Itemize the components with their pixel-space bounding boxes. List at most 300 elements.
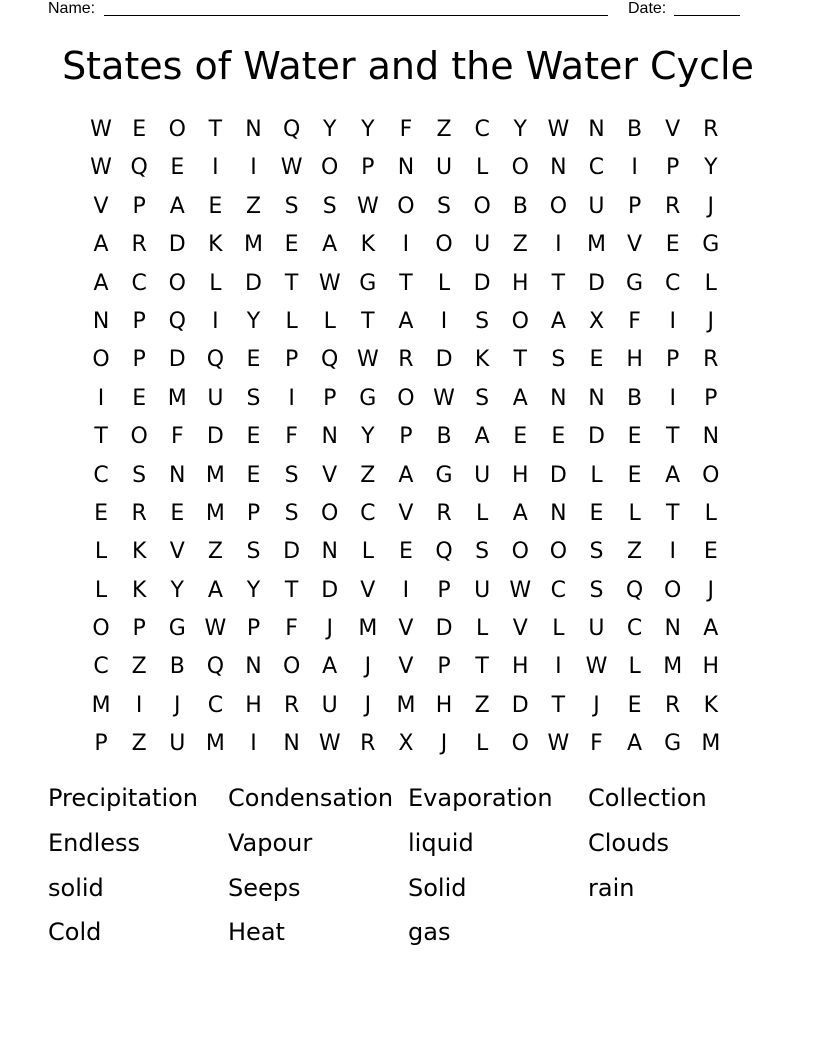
grid-letter[interactable]: U (474, 232, 491, 258)
grid-letter[interactable]: X (588, 308, 605, 334)
grid-letter[interactable]: O (130, 424, 148, 450)
grid-letter[interactable]: N (550, 500, 567, 526)
grid-letter[interactable]: T (513, 347, 527, 373)
grid-letter[interactable]: E (132, 117, 147, 142)
grid-letter[interactable]: W (318, 270, 341, 296)
grid-letter[interactable]: C (360, 500, 376, 526)
grid-letter[interactable]: E (246, 347, 261, 373)
grid-letter[interactable]: T (475, 654, 489, 680)
grid-letter[interactable]: E (627, 462, 642, 488)
grid-letter[interactable]: U (207, 385, 224, 411)
grid-letter[interactable]: R (703, 347, 719, 373)
grid-letter[interactable]: P (666, 155, 680, 181)
grid-letter[interactable]: W (547, 731, 570, 757)
grid-letter[interactable]: E (246, 424, 261, 450)
grid-letter[interactable]: N (92, 308, 110, 334)
grid-letter[interactable]: S (246, 385, 261, 411)
grid-letter[interactable]: N (550, 155, 567, 181)
grid-letter[interactable]: P (246, 500, 261, 526)
grid-letter[interactable]: F (285, 424, 298, 450)
grid-letter[interactable]: L (361, 539, 374, 565)
grid-letter[interactable]: L (628, 654, 641, 680)
grid-letter[interactable]: V (398, 616, 414, 642)
grid-letter[interactable]: N (588, 385, 605, 411)
grid-letter[interactable]: K (208, 232, 223, 258)
grid-letter[interactable]: A (665, 462, 681, 488)
grid-letter[interactable]: D (206, 424, 224, 450)
grid-letter[interactable]: H (245, 692, 262, 718)
grid-letter[interactable]: P (132, 616, 146, 642)
grid-letter[interactable]: I (555, 654, 562, 680)
grid-letter[interactable]: C (626, 616, 643, 642)
grid-letter[interactable]: N (245, 117, 262, 142)
grid-letter[interactable]: I (288, 385, 295, 411)
grid-letter[interactable]: D (245, 270, 262, 296)
grid-letter[interactable]: O (511, 308, 529, 334)
grid-letter[interactable]: R (360, 731, 376, 757)
grid-letter[interactable]: D (588, 424, 605, 450)
grid-letter[interactable]: A (322, 654, 338, 680)
grid-letter[interactable]: R (131, 232, 147, 258)
grid-letter[interactable]: Z (207, 539, 223, 565)
grid-letter[interactable]: L (94, 577, 108, 603)
grid-letter[interactable]: K (360, 232, 376, 258)
grid-letter[interactable]: Z (627, 539, 643, 565)
grid-letter[interactable]: N (245, 654, 262, 680)
grid-letter[interactable]: N (283, 731, 300, 757)
grid-letter[interactable]: O (549, 539, 568, 565)
grid-letter[interactable]: J (707, 577, 715, 603)
grid-letter[interactable]: D (549, 462, 567, 488)
grid-letter[interactable]: P (246, 616, 261, 642)
grid-letter[interactable]: C (665, 270, 681, 296)
grid-letter[interactable]: P (132, 193, 146, 219)
grid-letter[interactable]: X (398, 731, 414, 757)
grid-letter[interactable]: H (511, 270, 529, 296)
grid-letter[interactable]: M (396, 692, 416, 718)
grid-letter[interactable]: W (509, 577, 532, 603)
grid-letter[interactable]: Y (322, 117, 337, 142)
date-blank-line[interactable] (674, 0, 740, 16)
grid-letter[interactable]: K (703, 692, 719, 718)
grid-letter[interactable]: N (321, 539, 338, 565)
grid-letter[interactable]: M (91, 692, 111, 718)
grid-letter[interactable]: A (474, 424, 490, 450)
grid-letter[interactable]: L (437, 270, 451, 296)
grid-letter[interactable]: L (94, 539, 108, 565)
grid-letter[interactable]: Z (131, 654, 147, 680)
grid-letter[interactable]: V (398, 654, 414, 680)
grid-letter[interactable]: E (513, 424, 528, 450)
grid-letter[interactable]: O (168, 117, 186, 142)
grid-letter[interactable]: T (94, 424, 108, 450)
grid-letter[interactable]: I (669, 308, 676, 334)
grid-letter[interactable]: R (665, 193, 681, 219)
grid-letter[interactable]: W (356, 193, 379, 219)
name-label: Name: (48, 0, 96, 17)
grid-letter[interactable]: S (132, 462, 147, 488)
grid-letter[interactable]: R (665, 692, 681, 718)
grid-letter[interactable]: S (284, 500, 299, 526)
grid-letter[interactable]: M (244, 232, 263, 258)
grid-letter[interactable]: I (212, 308, 219, 334)
grid-letter[interactable]: S (475, 385, 490, 411)
grid-letter[interactable]: I (97, 385, 105, 411)
grid-letter[interactable]: U (474, 577, 491, 603)
word-list-item: rain (588, 873, 635, 902)
grid-letter[interactable]: M (586, 232, 606, 258)
grid-letter[interactable]: I (631, 155, 638, 181)
grid-letter[interactable]: J (364, 654, 372, 680)
grid-letter[interactable]: P (323, 385, 337, 411)
grid-letter[interactable]: E (170, 155, 185, 181)
grid-letter[interactable]: O (92, 616, 110, 642)
grid-letter[interactable]: G (168, 616, 186, 642)
grid-letter[interactable]: D (511, 692, 529, 718)
grid-letter[interactable]: B (436, 424, 452, 450)
grid-letter[interactable]: O (168, 270, 186, 296)
grid-letter[interactable]: T (399, 270, 413, 296)
grid-letter[interactable]: E (589, 347, 604, 373)
grid-row (82, 648, 730, 686)
grid-letter[interactable]: W (90, 117, 112, 142)
grid-letter[interactable]: W (90, 155, 112, 181)
grid-letter[interactable]: O (321, 500, 339, 526)
grid-letter[interactable]: L (476, 731, 489, 757)
grid-letter[interactable]: E (551, 424, 566, 450)
grid-letter[interactable]: F (590, 731, 603, 757)
grid-letter[interactable]: Z (245, 193, 262, 219)
grid-letter[interactable]: P (361, 155, 375, 181)
grid-letter[interactable]: Q (168, 308, 186, 334)
grid-letter[interactable]: J (440, 731, 448, 757)
grid-letter[interactable]: I (440, 308, 448, 334)
grid-letter[interactable]: L (476, 500, 489, 526)
grid-letter[interactable]: J (593, 692, 600, 718)
grid-letter[interactable]: C (93, 654, 109, 680)
grid-letter[interactable]: U (321, 692, 338, 718)
grid-letter[interactable]: D (588, 270, 605, 296)
grid-letter[interactable]: Q (206, 347, 225, 373)
grid-letter[interactable]: J (326, 616, 333, 642)
grid-letter[interactable]: R (398, 347, 414, 373)
grid-letter[interactable]: E (170, 500, 185, 526)
grid-letter[interactable]: B (512, 193, 528, 219)
grid-letter[interactable]: Z (474, 692, 490, 718)
grid-letter[interactable]: P (132, 347, 146, 373)
grid-letter[interactable]: K (131, 577, 147, 603)
grid-letter[interactable]: A (93, 270, 109, 296)
grid-letter[interactable]: A (550, 308, 566, 334)
grid-letter[interactable]: L (590, 462, 603, 488)
grid-letter[interactable]: Q (625, 577, 644, 603)
grid-letter[interactable]: F (285, 616, 298, 642)
grid-letter[interactable]: I (402, 577, 410, 603)
grid-letter[interactable]: T (551, 270, 566, 296)
grid-letter[interactable]: N (321, 424, 338, 450)
grid-letter[interactable]: V (322, 462, 338, 488)
grid-letter[interactable]: M (663, 654, 683, 680)
grid-letter[interactable]: A (93, 232, 109, 258)
grid-letter[interactable]: J (707, 308, 715, 334)
grid-letter[interactable]: M (358, 616, 378, 642)
grid-letter[interactable]: C (93, 462, 109, 488)
grid-letter[interactable]: E (208, 193, 223, 219)
grid-letter[interactable]: C (550, 577, 567, 603)
grid-letter[interactable]: C (131, 270, 147, 296)
grid-letter[interactable]: S (246, 539, 261, 565)
grid-letter[interactable]: U (474, 462, 491, 488)
grid-letter[interactable]: I (402, 232, 410, 258)
grid-letter[interactable]: S (475, 539, 490, 565)
grid-letter[interactable]: S (284, 462, 299, 488)
grid-letter[interactable]: C (474, 117, 490, 142)
grid-letter[interactable]: I (669, 539, 676, 565)
grid-letter[interactable]: I (250, 731, 257, 757)
grid-letter[interactable]: S (475, 308, 490, 334)
grid-letter[interactable]: T (284, 577, 299, 603)
grid-letter[interactable]: I (669, 385, 676, 411)
grid-letter[interactable]: Q (130, 155, 148, 181)
grid-letter[interactable]: E (589, 500, 604, 526)
grid-letter[interactable]: F (628, 308, 641, 334)
grid-letter[interactable]: M (205, 500, 225, 526)
grid-letter[interactable]: L (628, 500, 641, 526)
grid-letter[interactable]: C (207, 692, 224, 718)
grid-letter[interactable]: F (399, 117, 413, 142)
grid-letter[interactable]: N (169, 462, 186, 488)
grid-letter[interactable]: O (511, 539, 529, 565)
grid-letter[interactable]: W (318, 731, 341, 757)
grid-letter[interactable]: H (511, 654, 529, 680)
grid-letter[interactable]: A (703, 616, 719, 642)
grid-letter[interactable]: E (627, 424, 642, 450)
grid-letter[interactable]: M (167, 385, 187, 411)
grid-letter[interactable]: M (205, 462, 225, 488)
grid-letter[interactable]: T (665, 424, 680, 450)
grid-letter[interactable]: H (702, 654, 720, 680)
grid-letter[interactable]: L (323, 308, 336, 334)
grid-letter[interactable]: W (280, 155, 303, 181)
grid-letter[interactable]: L (209, 270, 222, 296)
grid-letter[interactable]: S (437, 193, 452, 219)
grid-letter[interactable]: Y (513, 117, 527, 142)
grid-letter[interactable]: O (702, 462, 720, 488)
grid-letter[interactable]: Y (361, 117, 375, 142)
grid-letter[interactable]: D (168, 347, 186, 373)
grid-letter[interactable]: P (399, 424, 413, 450)
grid-letter[interactable]: I (212, 155, 219, 181)
grid-letter[interactable]: L (552, 616, 565, 642)
grid-letter[interactable]: E (398, 539, 413, 565)
grid-letter[interactable]: Q (435, 539, 453, 565)
grid-letter[interactable]: K (131, 539, 147, 565)
grid-letter[interactable]: O (282, 654, 301, 680)
grid-letter[interactable]: T (665, 500, 680, 526)
grid-row (82, 533, 730, 571)
grid-letter[interactable]: P (666, 347, 680, 373)
name-blank-line[interactable] (104, 0, 608, 16)
grid-letter[interactable]: B (627, 385, 643, 411)
grid-letter[interactable]: I (250, 155, 257, 181)
grid-letter[interactable]: P (437, 577, 451, 603)
grid-letter[interactable]: T (361, 308, 375, 334)
grid-letter[interactable]: A (512, 500, 528, 526)
grid-letter[interactable]: R (283, 692, 300, 718)
grid-letter[interactable]: W (585, 654, 608, 680)
grid-letter[interactable]: N (588, 117, 605, 142)
grid-letter[interactable]: Q (321, 347, 339, 373)
grid-letter[interactable]: A (207, 577, 223, 603)
grid-letter[interactable]: J (364, 692, 372, 718)
grid-letter[interactable]: O (511, 731, 529, 757)
grid-letter[interactable]: W (547, 117, 570, 142)
grid-letter[interactable]: G (435, 462, 453, 488)
grid-letter[interactable]: E (703, 539, 718, 565)
grid-row (82, 418, 730, 456)
grid-letter[interactable]: V (627, 232, 643, 258)
grid-letter[interactable]: P (437, 654, 451, 680)
grid-letter[interactable]: W (204, 616, 227, 642)
grid-letter[interactable]: I (135, 692, 143, 718)
grid-letter[interactable]: O (397, 385, 415, 411)
grid-letter[interactable]: D (435, 347, 453, 373)
grid-letter[interactable]: Z (436, 117, 452, 142)
grid-letter[interactable]: F (170, 424, 184, 450)
grid-letter[interactable]: J (174, 692, 181, 718)
grid-letter[interactable]: Z (360, 462, 376, 488)
grid-letter[interactable]: D (283, 539, 301, 565)
grid-letter[interactable]: M (701, 731, 721, 757)
grid-letter[interactable]: A (627, 731, 643, 757)
grid-letter[interactable]: I (555, 232, 562, 258)
grid-letter[interactable]: P (704, 385, 718, 411)
grid-letter[interactable]: L (476, 155, 489, 181)
grid-letter[interactable]: Y (704, 155, 718, 181)
grid-letter[interactable]: S (589, 577, 604, 603)
grid-letter[interactable]: T (284, 270, 299, 296)
grid-letter[interactable]: G (359, 385, 377, 411)
grid-letter[interactable]: R (703, 117, 719, 142)
grid-letter[interactable]: O (435, 232, 453, 258)
grid-letter[interactable]: B (627, 117, 643, 142)
grid-letter[interactable]: L (704, 500, 717, 526)
grid-letter[interactable]: P (284, 347, 299, 373)
grid-letter[interactable]: S (589, 539, 604, 565)
grid-letter[interactable]: V (93, 193, 109, 219)
grid-letter[interactable]: N (397, 155, 415, 181)
grid-letter[interactable]: O (664, 577, 682, 603)
grid-letter[interactable]: D (435, 616, 453, 642)
grid-letter[interactable]: A (398, 308, 414, 334)
grid-letter[interactable]: V (512, 616, 528, 642)
grid-letter[interactable]: E (132, 385, 147, 411)
grid-letter[interactable]: E (246, 462, 261, 488)
grid-letter[interactable]: D (168, 232, 186, 258)
grid-letter[interactable]: H (511, 462, 529, 488)
grid-letter[interactable]: V (360, 577, 376, 603)
grid-letter[interactable]: R (131, 500, 147, 526)
grid-letter[interactable]: G (359, 270, 377, 296)
grid-letter[interactable]: U (588, 193, 605, 219)
grid-letter[interactable]: C (588, 155, 605, 181)
grid-letter[interactable]: H (626, 347, 643, 373)
grid-letter[interactable]: S (322, 193, 337, 219)
grid-letter[interactable]: Q (282, 117, 301, 142)
grid-letter[interactable]: L (285, 308, 298, 334)
grid-letter[interactable]: O (92, 347, 110, 373)
grid-letter[interactable]: U (435, 155, 453, 181)
grid-letter[interactable]: A (322, 232, 338, 258)
grid-letter[interactable]: V (665, 117, 681, 142)
grid-letter[interactable]: M (205, 731, 225, 757)
grid-letter[interactable]: D (473, 270, 491, 296)
grid-letter[interactable]: Z (512, 232, 528, 258)
grid-letter[interactable]: Y (246, 308, 261, 334)
grid-letter[interactable]: W (433, 385, 455, 411)
grid-letter[interactable]: O (397, 193, 415, 219)
grid-letter[interactable]: L (704, 270, 717, 296)
grid-letter[interactable]: E (627, 692, 642, 718)
grid-letter[interactable]: V (398, 500, 414, 526)
grid-letter[interactable]: D (321, 577, 339, 603)
grid-letter[interactable]: A (512, 385, 528, 411)
grid-letter[interactable]: Y (246, 577, 261, 603)
grid-letter[interactable]: T (208, 117, 223, 142)
grid-letter[interactable]: A (398, 462, 414, 488)
grid-letter[interactable]: Z (131, 731, 147, 757)
grid-letter[interactable]: O (473, 193, 491, 219)
grid-letter[interactable]: O (321, 155, 339, 181)
grid-letter[interactable]: K (474, 347, 490, 373)
grid-letter[interactable]: R (436, 500, 452, 526)
grid-letter[interactable]: Y (361, 424, 375, 450)
grid-letter[interactable]: E (94, 500, 108, 526)
grid-letter[interactable]: E (284, 232, 299, 258)
grid-letter[interactable]: U (169, 731, 186, 757)
grid-letter[interactable]: W (356, 347, 379, 373)
grid-letter[interactable]: S (551, 347, 566, 373)
word-list-item: Clouds (588, 828, 670, 857)
grid-letter[interactable]: Q (206, 654, 225, 680)
grid-row (82, 610, 730, 648)
word-list-item: gas (408, 918, 451, 947)
grid-letter[interactable]: N (664, 616, 681, 642)
grid-letter[interactable]: A (169, 193, 185, 219)
grid-letter[interactable]: T (551, 692, 566, 718)
grid-letter[interactable]: E (665, 232, 680, 258)
grid-letter[interactable]: P (132, 308, 146, 334)
grid-letter[interactable]: P (627, 193, 642, 219)
grid-letter[interactable]: O (549, 193, 568, 219)
grid-letter[interactable]: S (284, 193, 299, 219)
grid-letter[interactable]: J (707, 193, 715, 219)
grid-letter[interactable]: Y (170, 577, 184, 603)
grid-letter[interactable]: G (664, 731, 682, 757)
grid-letter[interactable]: U (588, 616, 605, 642)
grid-letter[interactable]: O (511, 155, 529, 181)
grid-letter[interactable]: G (626, 270, 644, 296)
grid-letter[interactable]: L (476, 616, 489, 642)
grid-letter[interactable]: G (702, 232, 720, 258)
grid-letter[interactable]: N (702, 424, 720, 450)
grid-letter[interactable]: H (435, 692, 453, 718)
word-list-item: Collection (588, 784, 707, 812)
grid-letter[interactable]: P (94, 731, 108, 757)
grid-letter[interactable]: B (169, 654, 185, 680)
grid-letter[interactable]: N (550, 385, 567, 411)
grid-letter[interactable]: V (169, 539, 185, 565)
